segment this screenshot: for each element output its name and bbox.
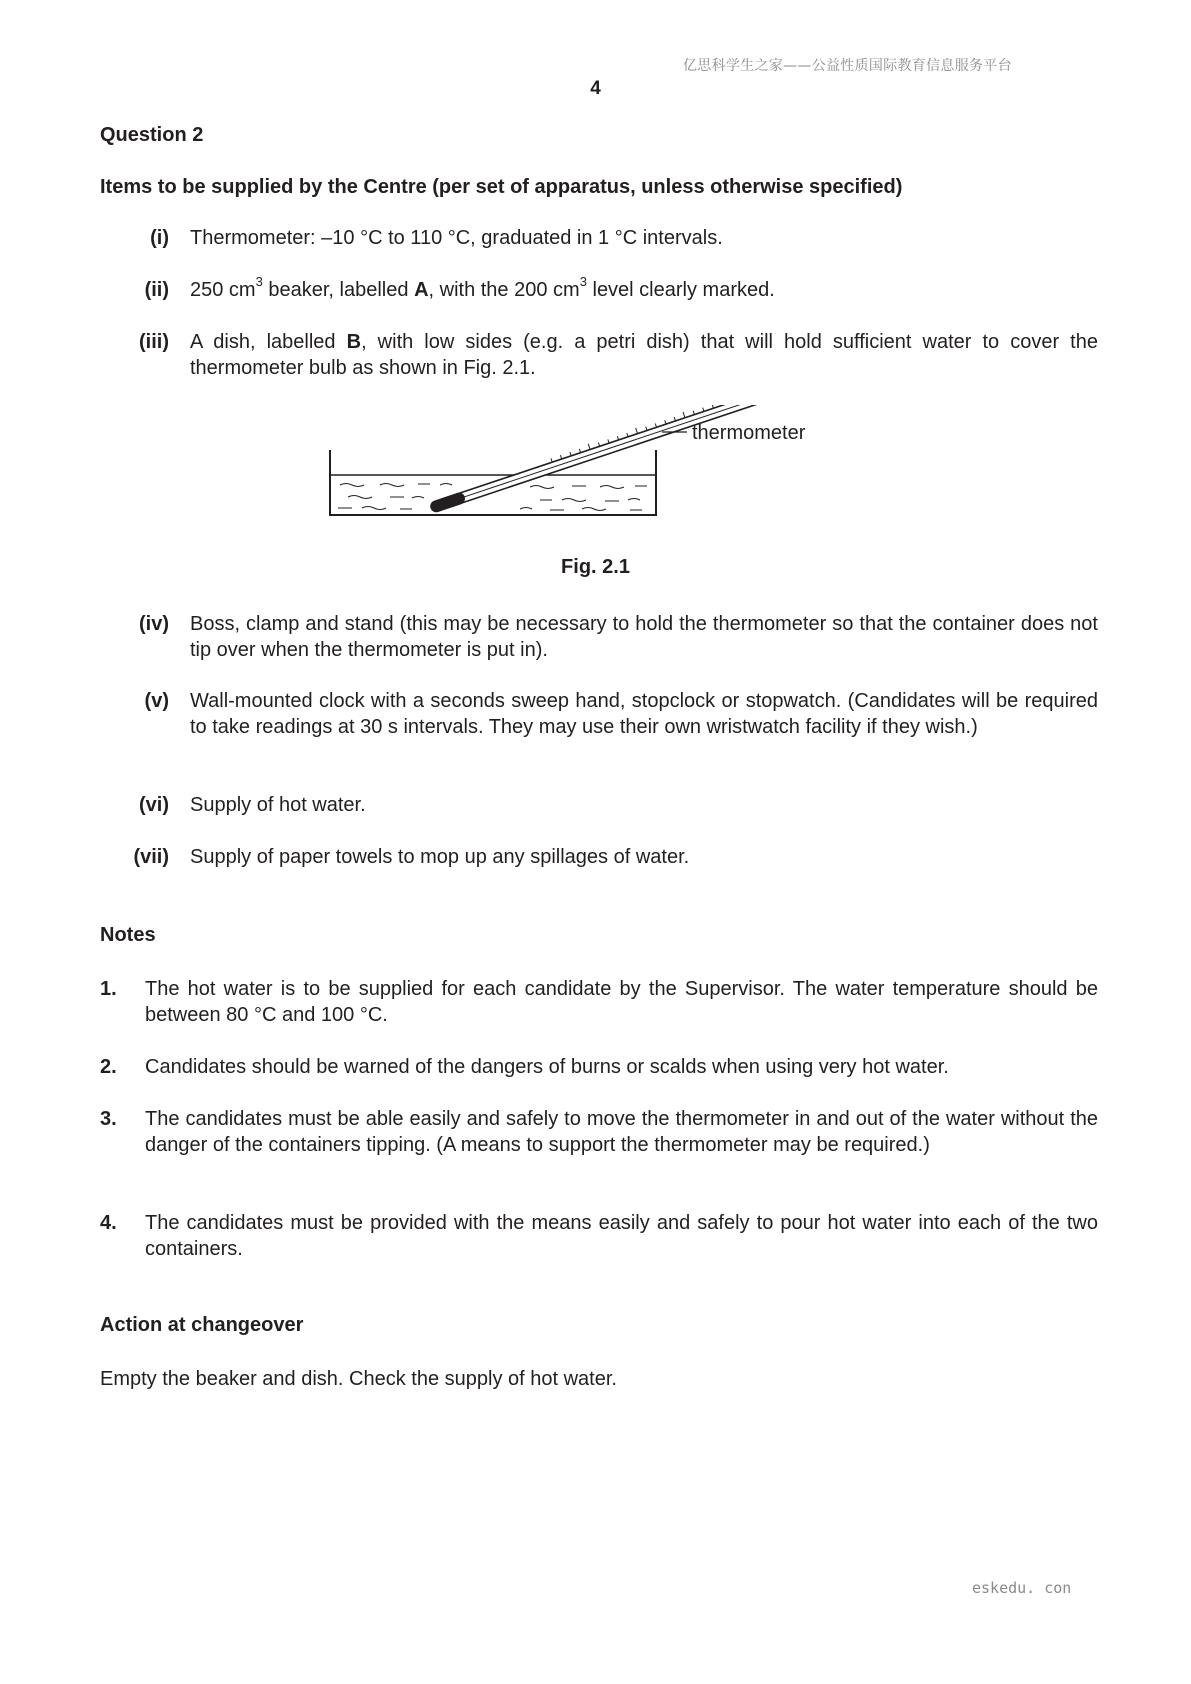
thermometer-bulb	[429, 491, 467, 514]
figure-caption: Fig. 2.1	[561, 556, 630, 578]
footer-site: eskedu. con	[972, 1579, 1072, 1597]
notes-title: Notes	[100, 924, 156, 946]
note-label: 4.	[100, 1212, 117, 1234]
item-label: (iv)	[139, 613, 169, 635]
item-label: (iii)	[139, 331, 169, 353]
note-label: 1.	[100, 978, 117, 1000]
item-label: (vii)	[133, 846, 169, 868]
item-text: Boss, clamp and stand (this may be necessary to hold the thermometer so that the container does not tip over when the thermometer is put in).	[190, 613, 1098, 661]
header-watermark: 亿思科学生之家——公益性质国际教育信息服务平台	[683, 58, 1012, 74]
item-label: (v)	[144, 690, 169, 712]
question-title: Question 2	[100, 124, 204, 146]
note-label: 3.	[100, 1108, 117, 1130]
items-heading: Items to be supplied by the Centre (per set of apparatus, unless otherwise specified)	[100, 176, 903, 198]
item-text: 250 $cm^3$ beaker, labelled A, with the 200 $cm^3$ level clearly marked.	[190, 274, 775, 301]
note-text: Candidates should be warned of the dangers of burns or scalds when using very hot water.	[145, 1056, 949, 1078]
item-text: Supply of paper towels to mop up any spillages of water.	[190, 846, 690, 868]
item-text: Wall-mounted clock with a seconds sweep hand, stopclock or stopwatch. (Candidates will be required to take readings at 30 s intervals. They may use their own wristwatch facility if they wish.)	[190, 690, 1098, 738]
page-number: 4	[590, 78, 601, 99]
changeover-text: Empty the beaker and dish. Check the supply of hot water.	[100, 1368, 617, 1390]
note-text: The candidates must be able easily and safely to move the thermometer in and out of the water without the danger of the containers tipping. (A means to support the thermometer may be required.)	[145, 1108, 1098, 1156]
thermometer-label: thermometer	[692, 422, 806, 444]
note-text: The hot water is to be supplied for each candidate by the Supervisor. The water temperature should be between 80 °C and 100 °C.	[145, 978, 1098, 1026]
item-text: A dish, labelled B, with low sides (e.g. a petri dish) that will hold sufficient water to cover the thermometer bulb as shown in Fig. 2.1.	[190, 331, 1098, 379]
note-label: 2.	[100, 1056, 117, 1078]
fig-2-1-diagram	[300, 405, 900, 535]
changeover-title: Action at changeover	[100, 1314, 304, 1336]
item-label: (ii)	[144, 279, 169, 301]
note-text: The candidates must be provided with the means easily and safely to pour hot water into each of the two containers.	[145, 1212, 1098, 1260]
item-text: Thermometer: –10 °C to 110 °C, graduated in 1 °C intervals.	[190, 227, 723, 249]
item-text: Supply of hot water.	[190, 794, 366, 816]
item-label: (vi)	[139, 794, 169, 816]
item-label: (i)	[150, 227, 169, 249]
